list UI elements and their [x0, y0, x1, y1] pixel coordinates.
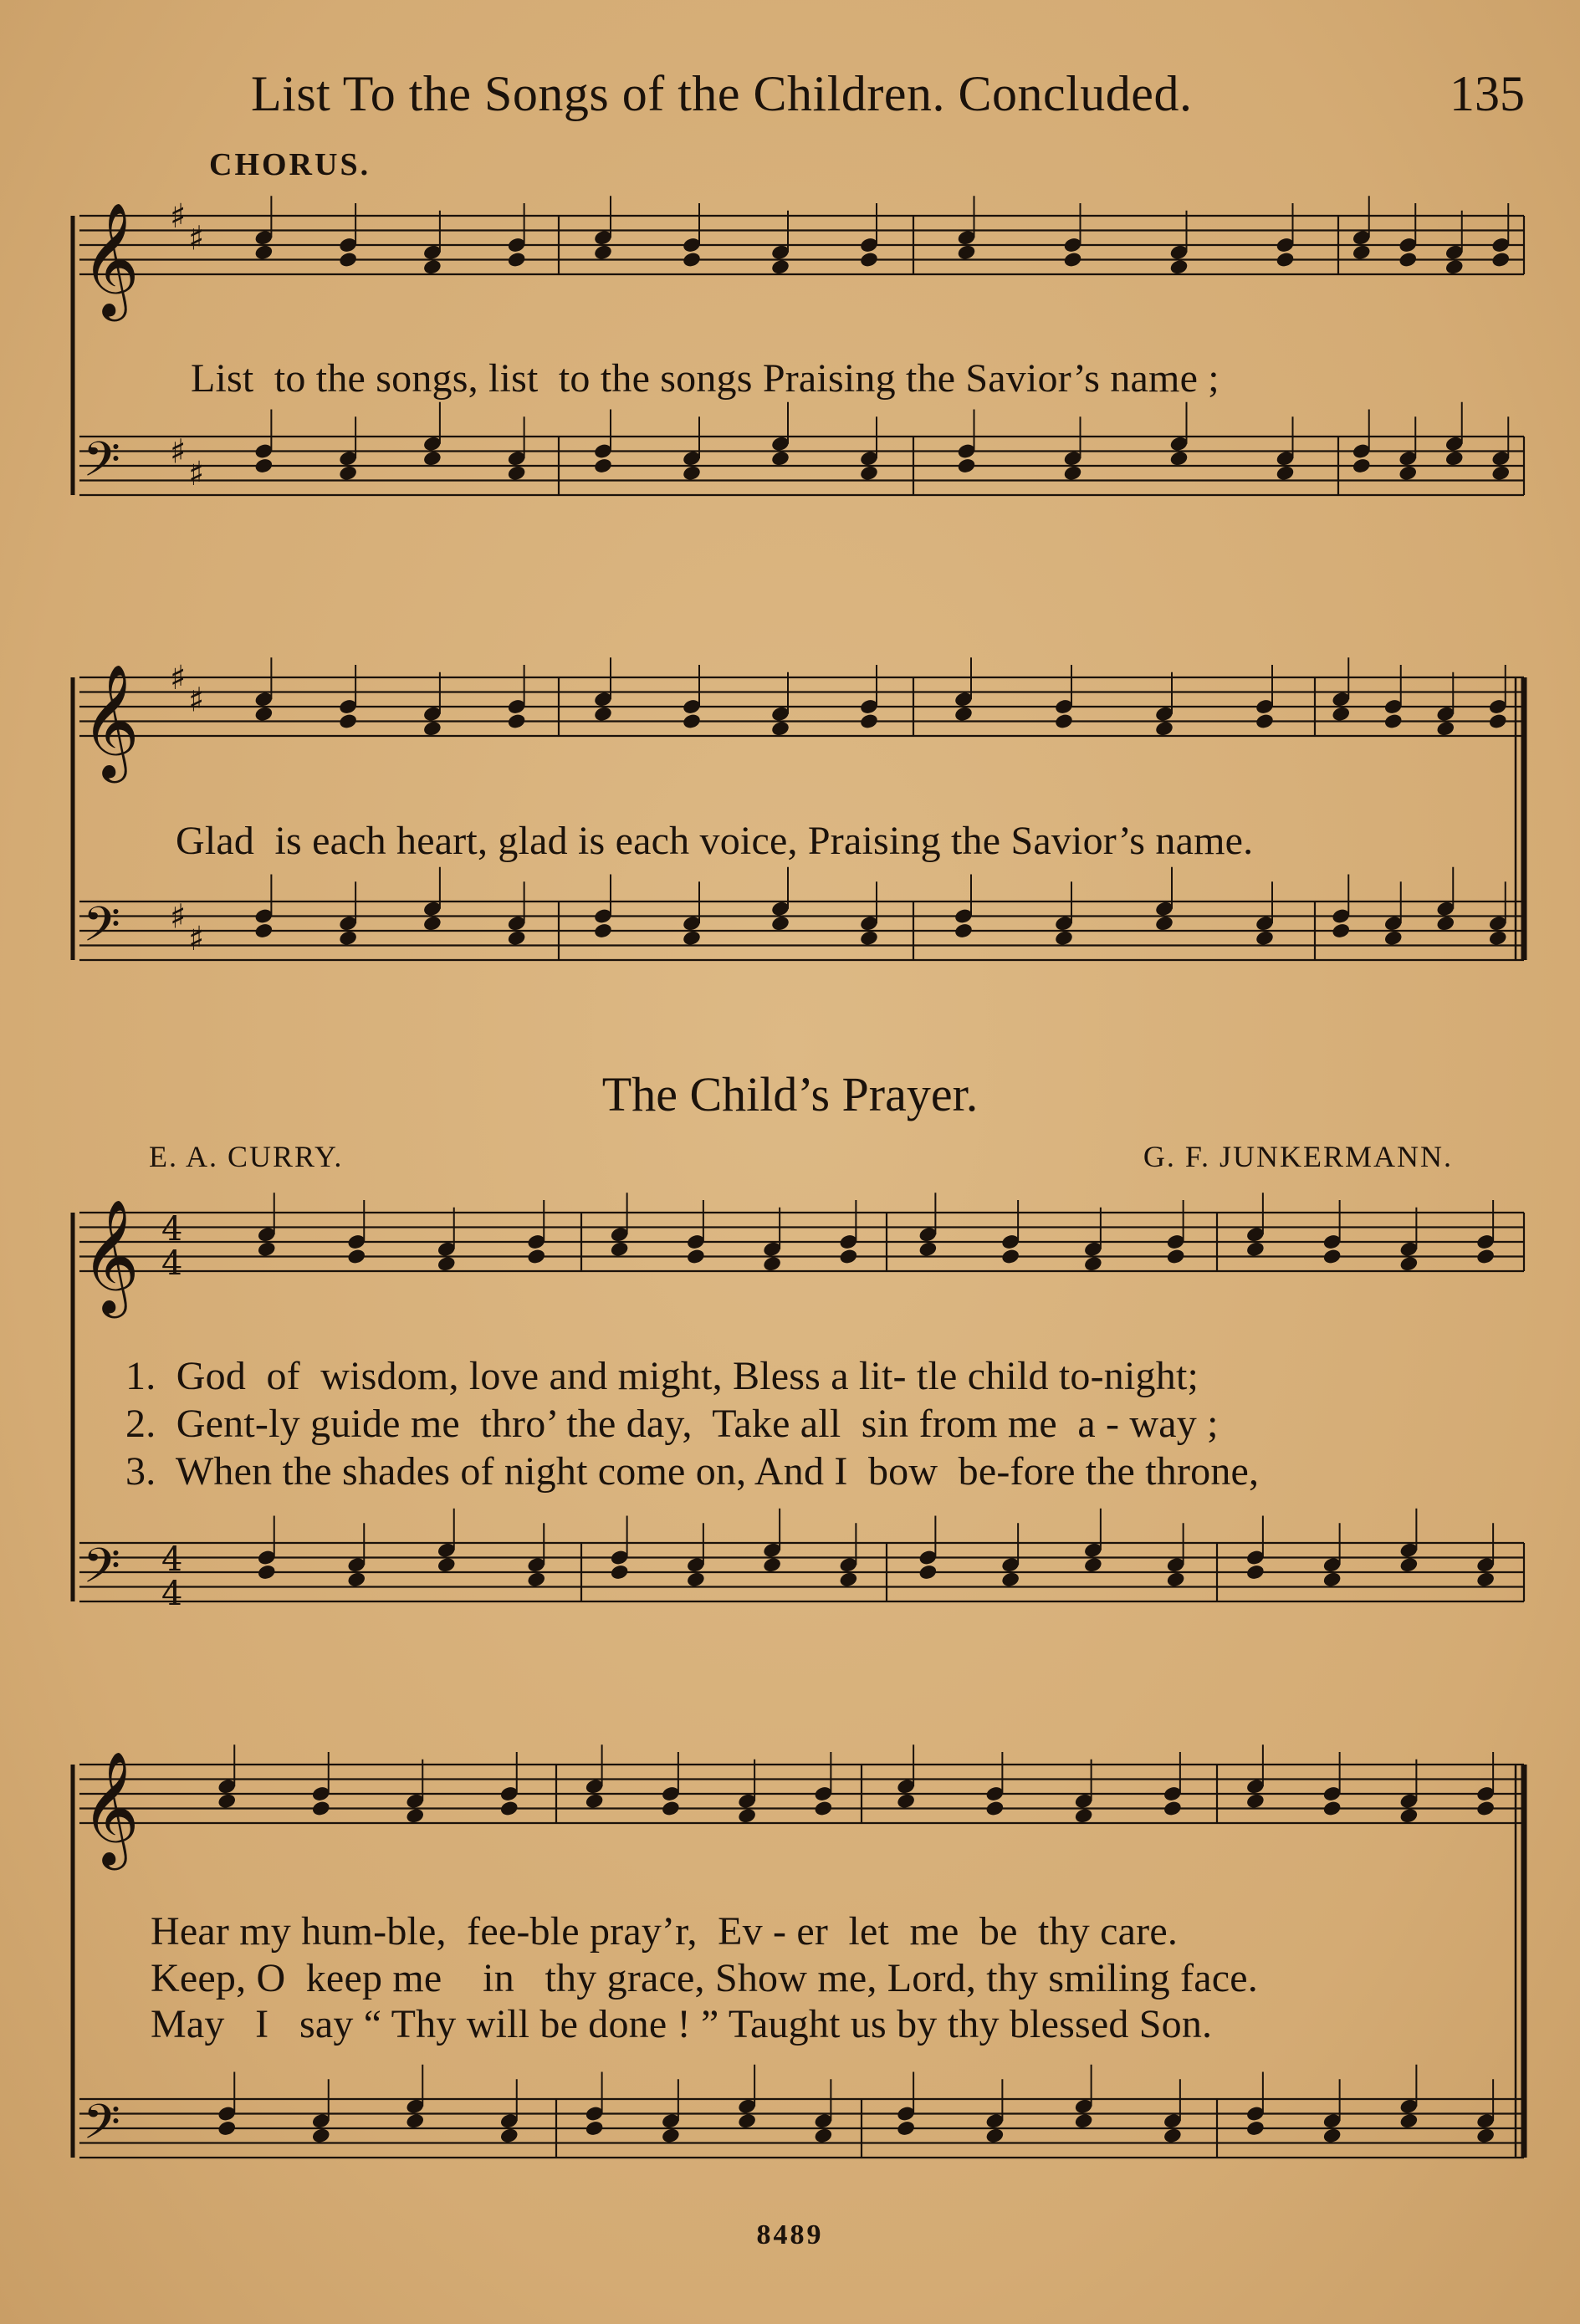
hymn-system-1-bass-note	[1322, 1571, 1342, 1588]
plate-number: 8489	[756, 2219, 824, 2250]
chorus-system-1-bass-note	[682, 464, 702, 482]
hymn-system-1-treble-staff-time-top: 4	[161, 1210, 183, 1249]
chorus-system-2-bass-note	[1488, 929, 1508, 947]
chorus-system-2-bass-note	[338, 929, 358, 947]
hymn-system-2-treble-note	[311, 1800, 331, 1817]
hymn-system-1-bass-note	[686, 1571, 706, 1588]
chorus-system-2-bass-note	[682, 929, 702, 947]
chorus-system-1-treble-note	[1276, 251, 1296, 268]
hymn-system-2-bass-note	[217, 2120, 237, 2138]
chorus-system-2-treble-note	[1383, 713, 1404, 730]
chorus-system-2-bass-staff-bass-clef-icon: 𝄢	[83, 896, 121, 965]
chorus-system-1-treble-note	[422, 258, 442, 276]
hymn-system-1-treble-note	[686, 1248, 706, 1265]
chorus-system-1-bass-note	[859, 464, 879, 482]
hymn-system-2-treble-note	[217, 1792, 237, 1810]
hymn-system-2-bass-note	[311, 2127, 331, 2144]
hymn-system-2-treble-note	[1322, 1800, 1342, 1817]
chorus-system-1-bass-note	[338, 464, 358, 482]
chorus-system-2-bass-note	[1054, 929, 1074, 947]
chorus-system-1-bass-note	[1276, 464, 1296, 482]
chorus-system-2-bass-note	[253, 922, 274, 940]
chorus-system-2-treble-note	[253, 705, 274, 723]
chorus-system-1-bass-staff-bass-clef-icon: 𝄢	[83, 431, 121, 500]
chorus-system-2-treble-note	[507, 713, 527, 730]
hymn-system-1-treble-note	[762, 1255, 782, 1273]
chorus-system-2-treble-note	[954, 705, 974, 723]
hymn-system-2-bass-note	[1475, 2127, 1496, 2144]
hymn-system-1-bass-note	[838, 1571, 858, 1588]
hymn-system-1-bass-note	[257, 1564, 277, 1581]
hymn-system-1-treble-note	[838, 1248, 858, 1265]
hymn-system-2-bass-note	[1074, 2112, 1094, 2130]
hymn-system-1-treble-note	[1083, 1255, 1103, 1273]
hymn-system-2-bass-note	[1398, 2112, 1419, 2130]
hymn-system-2-bass-note	[984, 2127, 1005, 2144]
hymn-system-2-bass-staff-bass-clef-icon: 𝄢	[83, 2093, 121, 2163]
chorus-label: CHORUS.	[209, 147, 371, 182]
hymn-system-1-bass-note	[1083, 1556, 1103, 1574]
lyricist-credit: E. A. CURRY.	[149, 1140, 344, 1173]
chorus-system-2-treble-note	[593, 705, 613, 723]
chorus-system-1-treble-note	[253, 243, 274, 261]
chorus-system-2-treble-note	[1435, 720, 1455, 738]
hymn-system-2-treble-note	[984, 1800, 1005, 1817]
chorus-system-1-bass-note	[1491, 464, 1511, 482]
chorus-system-2-bass-note	[1331, 922, 1351, 940]
chorus-system-2-treble-note	[1488, 713, 1508, 730]
chorus-system-2-bass-staff-sharp-icon: ♯	[170, 897, 187, 937]
chorus-system-1-bass-note	[1398, 464, 1418, 482]
hymn-system-2-treble-note	[737, 1807, 757, 1825]
hymn-system-1-treble-staff-time-bottom: 4	[161, 1244, 183, 1283]
hymn-system-1-bass-note	[1398, 1556, 1419, 1574]
hymn-system-1-bass-staff-time-bottom: 4	[161, 1575, 183, 1613]
hymn-system-1-treble-note	[1475, 1248, 1496, 1265]
chorus-system-2-treble-note	[1331, 705, 1351, 723]
chorus-system-1-bass-note	[770, 450, 790, 467]
hymn-system-1-treble-note	[257, 1240, 277, 1258]
hymn-title: The Child’s Prayer.	[601, 1067, 979, 1121]
hymn-system-2-treble-note	[499, 1800, 519, 1817]
chorus-lyric-line-1: List to the songs, list to the songs Praising the Savior’s name ;	[191, 356, 1220, 401]
hymn-system-2-treble-note	[405, 1807, 425, 1825]
chorus-system-1-bass-note	[507, 464, 527, 482]
hymn-system-2-treble-note	[896, 1792, 916, 1810]
chorus-system-2-bass-note	[954, 922, 974, 940]
chorus-system-2-treble-note	[1255, 713, 1275, 730]
hymn-system-2-bass-note	[896, 2120, 916, 2138]
composer-credit: G. F. JUNKERMANN.	[1143, 1140, 1453, 1173]
chorus-system-2-bass-note	[770, 915, 790, 932]
chorus-system-2-treble-note	[1054, 713, 1074, 730]
page-number: 135	[1450, 66, 1525, 121]
hymn-system-1-treble-note	[1166, 1248, 1186, 1265]
hymn-system-1-bass-staff-bass-clef-icon: 𝄢	[83, 1537, 121, 1606]
chorus-system-2-bass-note	[1383, 929, 1404, 947]
verse-line-3: 3. When the shades of night come on, And I bow be-fore the throne,	[125, 1449, 1260, 1494]
chorus-system-1-bass-note	[957, 457, 977, 475]
hymn-system-1-bass-note	[762, 1556, 782, 1574]
chorus-system-2-bass-note	[422, 915, 442, 932]
chorus-system-1-treble-note	[957, 243, 977, 261]
chorus-system-1-treble-note	[338, 251, 358, 268]
hymn-system-1-bass-staff-time-top: 4	[161, 1540, 183, 1579]
hymn-system-1-treble-note	[1398, 1255, 1419, 1273]
chorus-system-1-bass-staff-sharp-icon: ♯	[170, 432, 187, 472]
chorus-system-1-treble-note	[1169, 258, 1189, 276]
chorus-system-1-treble-note	[770, 258, 790, 276]
chorus-system-1-bass-note	[253, 457, 274, 475]
chorus-system-1-treble-note	[859, 251, 879, 268]
hymn-system-1-bass-note	[526, 1571, 546, 1588]
chorus-system-2-bass-note	[1154, 915, 1174, 932]
hymn-system-1-bass-note	[1475, 1571, 1496, 1588]
chorus-system-2-bass-note	[1435, 915, 1455, 932]
hymn-system-2-treble-note	[1398, 1807, 1419, 1825]
hymn-system-1-bass-note	[1166, 1571, 1186, 1588]
chorus-system-1-treble-note	[1398, 251, 1418, 268]
hymn-system-2-treble-note	[1475, 1800, 1496, 1817]
hymn-system-2-bass-note	[737, 2112, 757, 2130]
verse-line-4: Hear my hum-ble, fee-ble pray’r, Ev - er let me be thy care.	[151, 1909, 1179, 1954]
chorus-system-1-bass-note	[1169, 450, 1189, 467]
chorus-system-2-treble-staff-sharp-icon: ♯	[170, 659, 187, 697]
hymn-system-1-treble-note	[1245, 1240, 1266, 1258]
chorus-system-2-bass-staff-sharp-icon: ♯	[188, 919, 205, 958]
hymn-system-1-treble-note	[918, 1240, 938, 1258]
hymn-system-2-bass-note	[813, 2127, 833, 2144]
chorus-system-1-bass-note	[422, 450, 442, 467]
chorus-lyric-line-2: Glad is each heart, glad is each voice, Praising the Savior’s name.	[176, 819, 1254, 863]
hymn-system-2-treble-note	[1074, 1807, 1094, 1825]
chorus-system-1-treble-note	[507, 251, 527, 268]
chorus-system-2-treble-note	[770, 720, 790, 738]
hymn-system-1-treble-note	[437, 1255, 457, 1273]
chorus-system-1-treble-note	[1352, 243, 1372, 261]
chorus-system-1-bass-note	[593, 457, 613, 475]
chorus-system-1-treble-note	[593, 243, 613, 261]
hymn-system-1-bass-note	[918, 1564, 938, 1581]
hymn-system-1-treble-note	[526, 1248, 546, 1265]
hymn-system-2-treble-staff-treble-clef-icon: 𝄞	[81, 1749, 140, 1865]
chorus-system-1-treble-note	[682, 251, 702, 268]
chorus-system-1-treble-note	[1491, 251, 1511, 268]
chorus-system-1-treble-note	[1063, 251, 1083, 268]
chorus-system-1-treble-staff-sharp-icon: ♯	[170, 197, 187, 236]
chorus-system-1-treble-staff-sharp-icon: ♯	[188, 219, 205, 258]
chorus-system-2-treble-staff-sharp-icon: ♯	[188, 681, 205, 720]
chorus-system-2-treble-note	[859, 713, 879, 730]
chorus-system-2-bass-note	[859, 929, 879, 947]
chorus-system-2-treble-staff-treble-clef-icon: 𝄞	[81, 662, 140, 778]
page-header: List To the Songs of the Children. Concluded.	[251, 66, 1193, 121]
chorus-system-1-bass-note	[1352, 457, 1372, 475]
hymn-system-2-bass-note	[1163, 2127, 1183, 2144]
chorus-system-2-bass-note	[593, 922, 613, 940]
chorus-system-2-treble-note	[682, 713, 702, 730]
chorus-system-2-treble-note	[422, 720, 442, 738]
hymn-system-1-bass-note	[437, 1556, 457, 1574]
verse-line-1: 1. God of wisdom, love and might, Bless a lit- tle child to-night;	[125, 1354, 1199, 1398]
chorus-system-1-bass-note	[1444, 450, 1465, 467]
hymn-system-2-bass-note	[405, 2112, 425, 2130]
hymn-system-1-bass-note	[610, 1564, 630, 1581]
hymn-system-1-bass-note	[346, 1571, 366, 1588]
hymn-system-2-treble-note	[661, 1800, 681, 1817]
hymn-system-2-bass-note	[499, 2127, 519, 2144]
verse-line-6: May I say “ Thy will be done ! ” Taught us by thy blessed Son.	[151, 2002, 1213, 2046]
hymn-system-1-treble-staff-treble-clef-icon: 𝄞	[81, 1198, 140, 1313]
hymn-system-2-bass-note	[1245, 2120, 1266, 2138]
hymn-system-1-treble-note	[346, 1248, 366, 1265]
chorus-system-2-treble-note	[338, 713, 358, 730]
hymn-system-2-bass-note	[661, 2127, 681, 2144]
chorus-system-1-treble-note	[1444, 258, 1465, 276]
hymn-system-1-treble-note	[610, 1240, 630, 1258]
chorus-system-1-bass-staff-sharp-icon: ♯	[188, 454, 205, 493]
verse-line-2: 2. Gent-ly guide me thro’ the day, Take all sin from me a - way ;	[125, 1402, 1219, 1446]
hymn-system-2-treble-note	[1163, 1800, 1183, 1817]
hymn-system-1-treble-note	[1322, 1248, 1342, 1265]
hymn-system-2-treble-note	[585, 1792, 605, 1810]
chorus-system-2-bass-note	[507, 929, 527, 947]
chorus-system-1-treble-staff-treble-clef-icon: 𝄞	[81, 201, 140, 316]
verse-line-5: Keep, O keep me in thy grace, Show me, Lord, thy smiling face.	[151, 1956, 1258, 2000]
hymn-system-2-treble-note	[1245, 1792, 1266, 1810]
hymn-system-1-bass-note	[1245, 1564, 1266, 1581]
hymn-system-2-bass-note	[585, 2120, 605, 2138]
hymn-system-2-treble-note	[813, 1800, 833, 1817]
chorus-system-2-bass-note	[1255, 929, 1275, 947]
hymn-system-1-treble-note	[1000, 1248, 1020, 1265]
hymn-system-2-bass-note	[1322, 2127, 1342, 2144]
chorus-system-1-bass-note	[1063, 464, 1083, 482]
hymn-system-1-bass-note	[1000, 1571, 1020, 1588]
chorus-system-2-treble-note	[1154, 720, 1174, 738]
